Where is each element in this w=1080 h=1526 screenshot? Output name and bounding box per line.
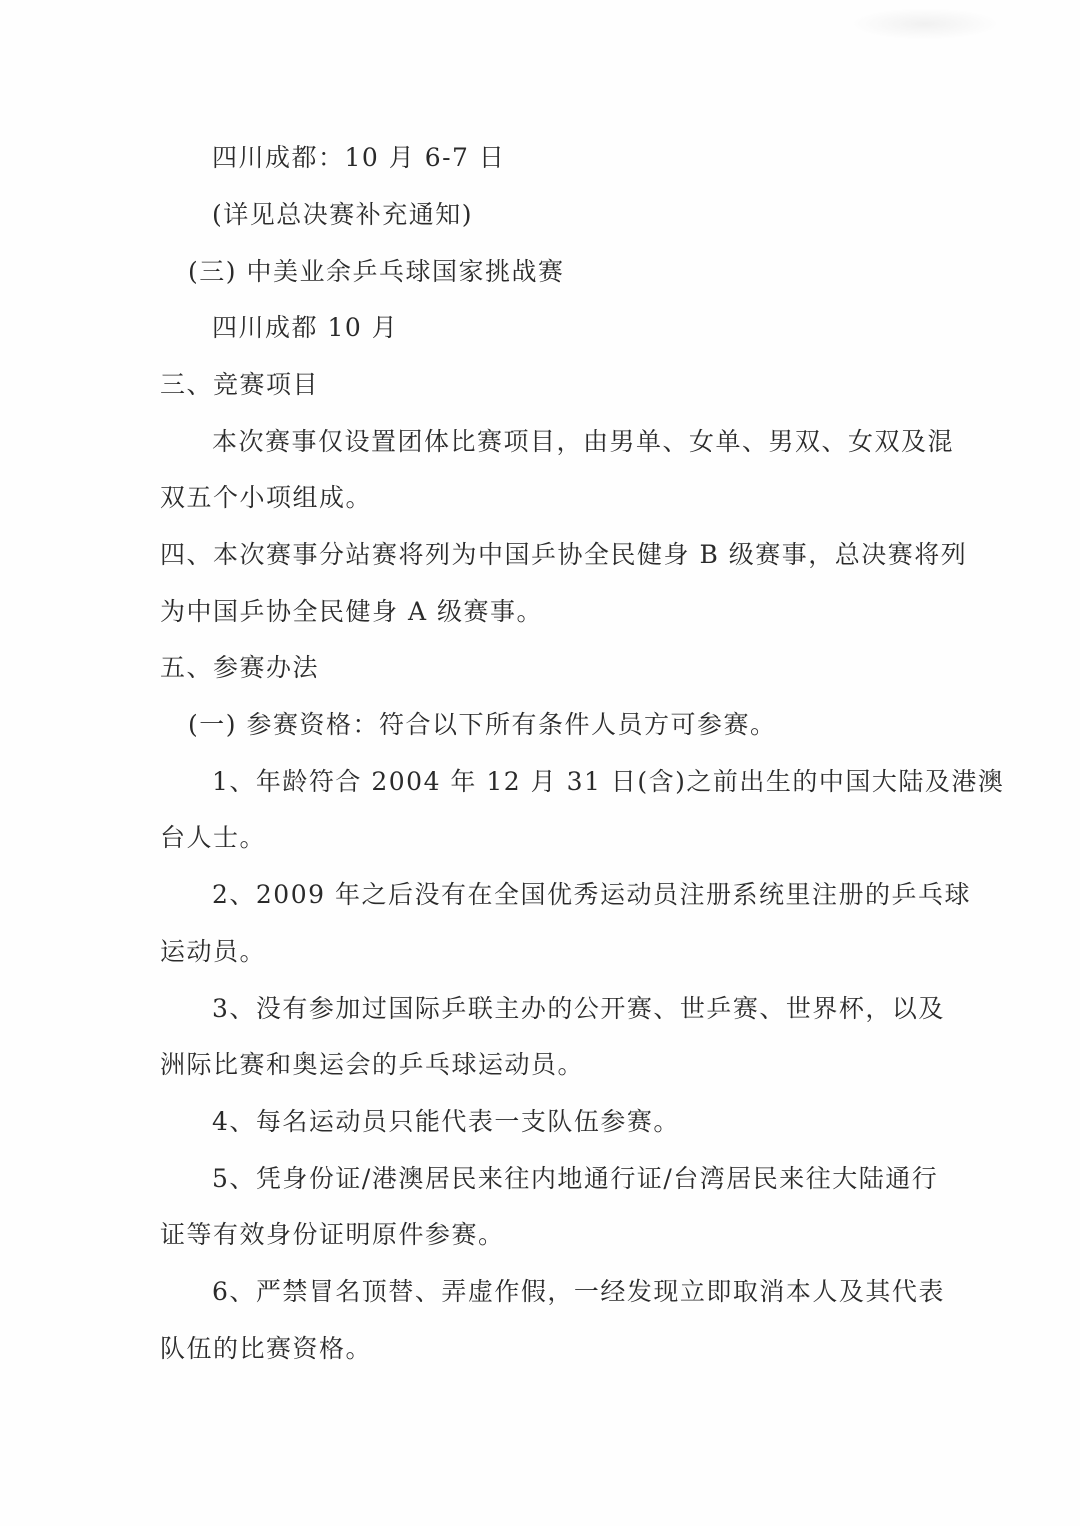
section-heading: 五、参赛办法 bbox=[160, 653, 320, 682]
list-item-continuation: 运动员。 bbox=[160, 937, 267, 966]
list-item: 3、没有参加过国际乒联主办的公开赛、世乒赛、世界杯，以及 bbox=[212, 994, 945, 1023]
list-item: 1、年龄符合 2004 年 12 月 31 日(含)之前出生的中国大陆及港澳 bbox=[212, 767, 1005, 796]
text-line: 四川成都 10 月 bbox=[212, 313, 399, 342]
list-item-continuation: 队伍的比赛资格。 bbox=[160, 1334, 373, 1363]
list-item: 6、严禁冒名顶替、弄虚作假，一经发现立即取消本人及其代表 bbox=[212, 1277, 945, 1306]
list-item: 5、凭身份证/港澳居民来往内地通行证/台湾居民来往大陆通行 bbox=[212, 1164, 939, 1193]
text-line: 四川成都：10 月 6-7 日 bbox=[212, 143, 506, 172]
list-item: 4、每名运动员只能代表一支队伍参赛。 bbox=[212, 1107, 680, 1136]
text-line: (详见总决赛补充通知) bbox=[212, 200, 474, 229]
list-item-continuation: 证等有效身份证明原件参赛。 bbox=[160, 1220, 505, 1249]
list-item-continuation: 洲际比赛和奥运会的乒乓球运动员。 bbox=[160, 1050, 585, 1079]
section-heading: 三、竞赛项目 bbox=[160, 370, 320, 399]
text-line: 为中国乒协全民健身 A 级赛事。 bbox=[160, 597, 543, 626]
section-heading: (三) 中美业余乒乓球国家挑战赛 bbox=[188, 257, 565, 286]
text-line: 本次赛事仅设置团体比赛项目，由男单、女单、男双、女双及混 bbox=[212, 427, 955, 456]
list-item: 2、2009 年之后没有在全国优秀运动员注册系统里注册的乒乓球 bbox=[212, 880, 971, 909]
list-item-continuation: 台人士。 bbox=[160, 823, 267, 852]
scan-smudge bbox=[850, 8, 1000, 40]
subsection-heading: (一) 参赛资格：符合以下所有条件人员方可参赛。 bbox=[188, 710, 777, 739]
text-line: 双五个小项组成。 bbox=[160, 483, 373, 512]
section-heading: 四、本次赛事分站赛将列为中国乒协全民健身 B 级赛事，总决赛将列 bbox=[160, 540, 968, 569]
